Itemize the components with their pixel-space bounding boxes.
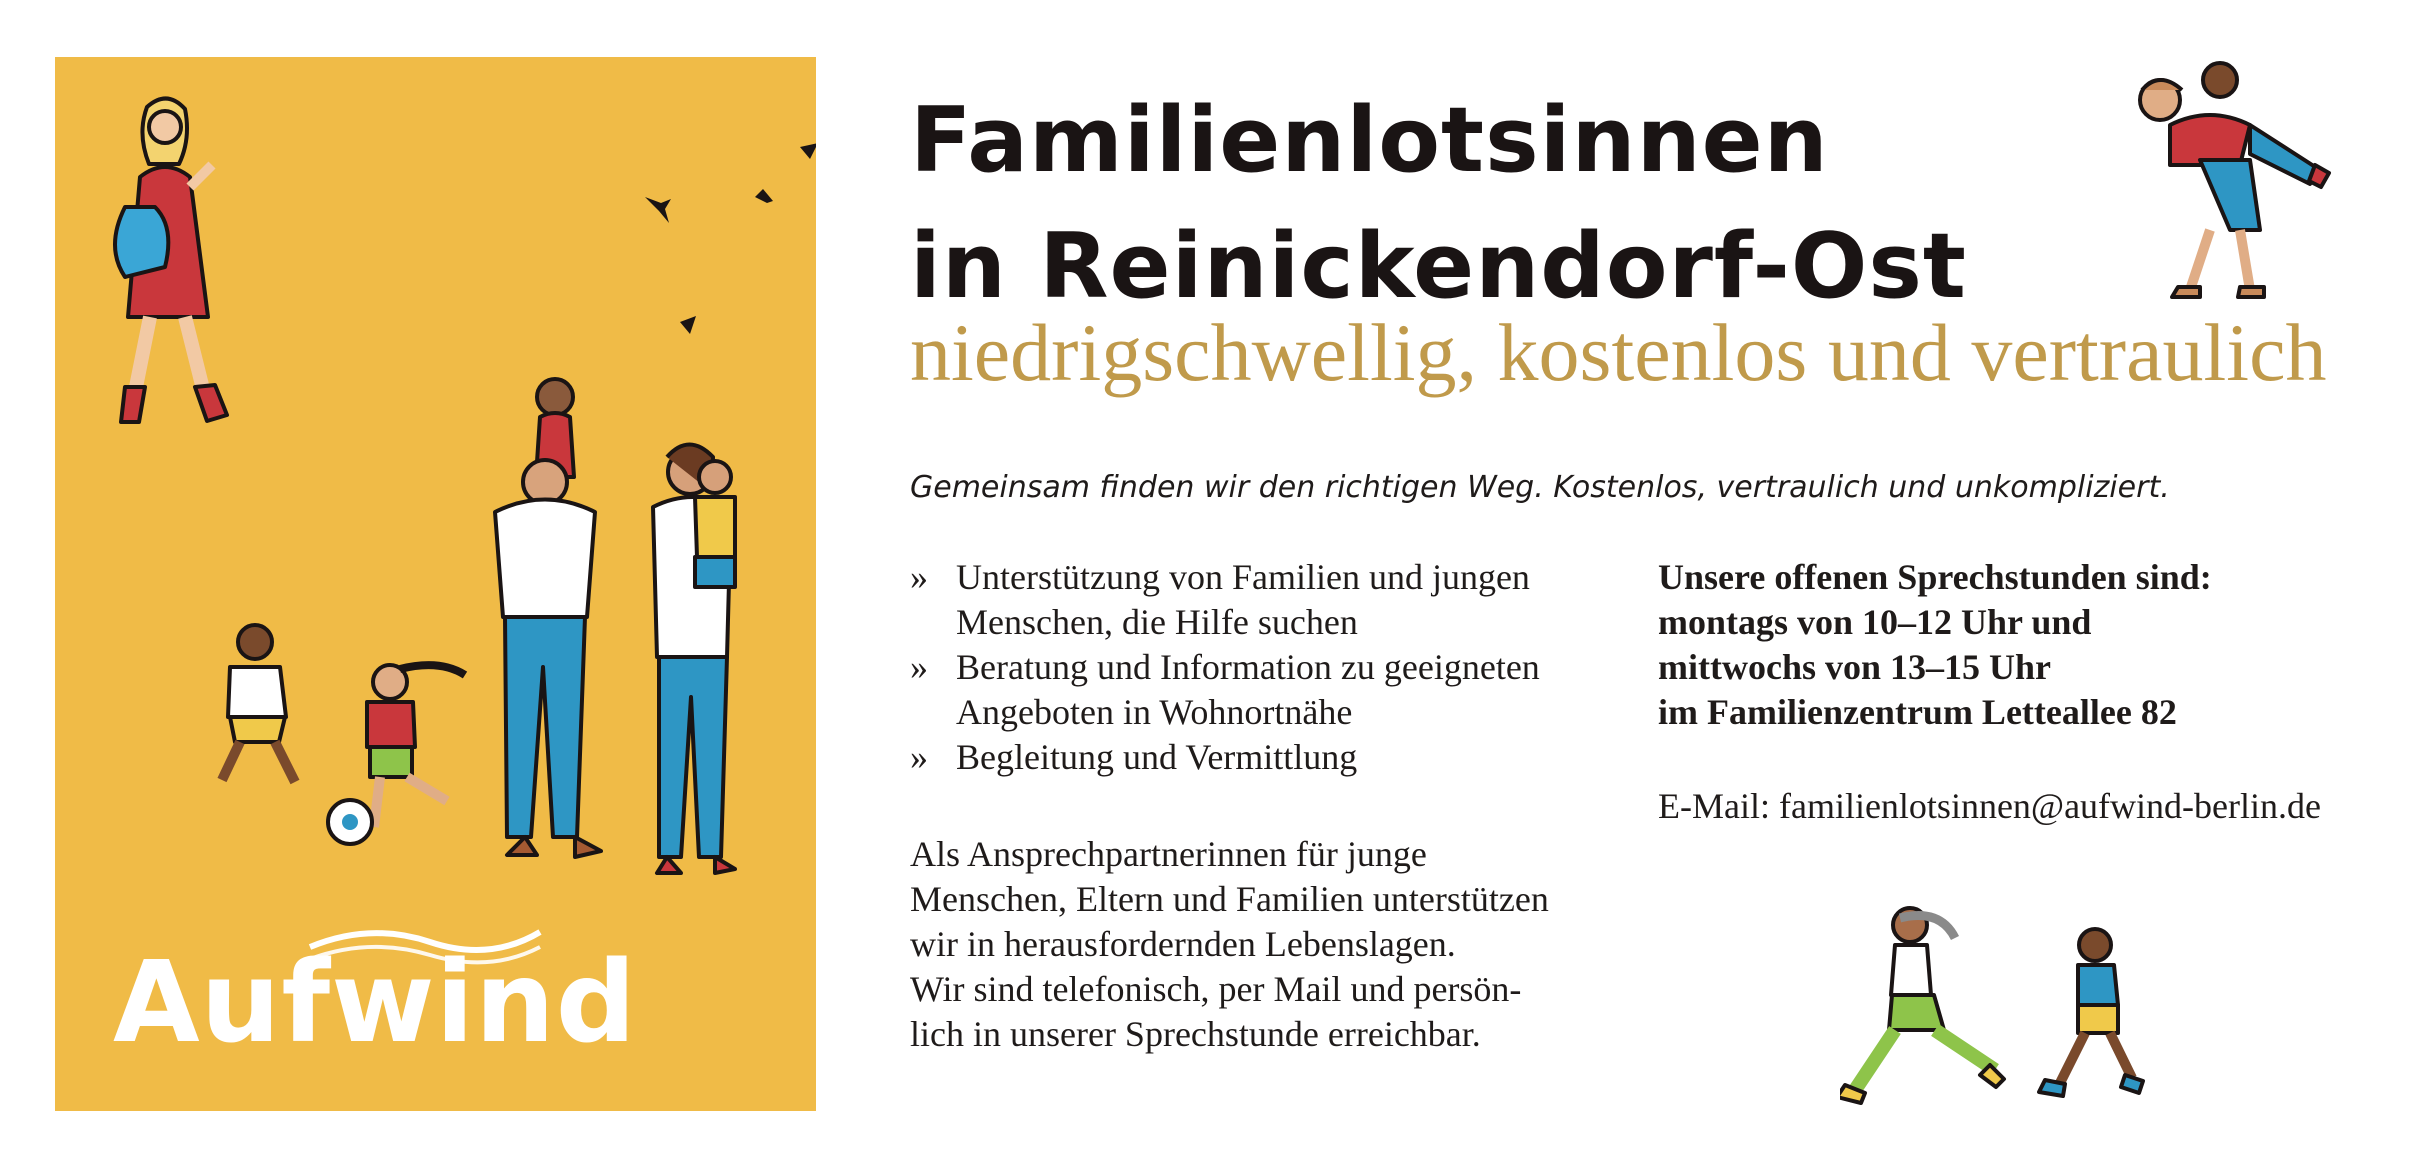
birds-icon <box>645 143 816 334</box>
list-item: » Begleitung und Vermittlung <box>910 735 1630 780</box>
intro-text: Gemeinsam finden wir den richtigen Weg. Kostenlos, vertraulich und unkompliziert. <box>910 470 2170 505</box>
list-item: » Unterstützung von Familien und jungen Menschen, die Hilfe suchen <box>910 555 1630 645</box>
page-title <box>910 78 1967 330</box>
illustration-panel <box>55 57 816 1111</box>
woman-with-phone-icon <box>115 98 227 422</box>
children-playing-football-icon <box>222 625 465 844</box>
email-link[interactable]: E-Mail: familienlotsinnen@aufwind-berlin.de <box>1658 786 2321 826</box>
piggyback-icon <box>2090 55 2340 305</box>
office-hours-line: mittwochs von 13–15 Uhr <box>1658 647 2051 687</box>
children-running-icon <box>1840 900 2180 1120</box>
office-hours-line: Unsere offenen Sprechstunden sind: <box>1658 557 2212 597</box>
office-hours-line: im Familienzentrum Letteallee 82 <box>1658 692 2177 732</box>
description-line: Wir sind telefonisch, per Mail und persön- <box>910 969 1522 1009</box>
description-line: wir in herausfordernden Lebenslagen. <box>910 924 1456 964</box>
page-subtitle: niedrigschwellig, kostenlos und vertraulich <box>910 307 2327 398</box>
description-line: Als Ansprechpartnerinnen für junge <box>910 834 1427 874</box>
family-walking-icon <box>495 379 735 873</box>
services-list <box>910 555 1630 780</box>
title-line-2: in Reinickendorf-Ost <box>910 214 1967 319</box>
description-line: Menschen, Eltern und Familien unterstützen <box>910 879 1549 919</box>
office-hours <box>1658 555 2212 735</box>
description-paragraph <box>910 832 1630 1057</box>
description-line: lich in unserer Sprechstunde erreichbar. <box>910 1014 1481 1054</box>
title-line-1: Familienlotsinnen <box>910 88 1829 193</box>
office-hours-line: montags von 10–12 Uhr und <box>1658 602 2092 642</box>
list-item: » Beratung und Information zu geeigneten Angeboten in Wohnortnähe <box>910 645 1630 735</box>
aufwind-logo: Aufwind <box>113 938 637 1068</box>
